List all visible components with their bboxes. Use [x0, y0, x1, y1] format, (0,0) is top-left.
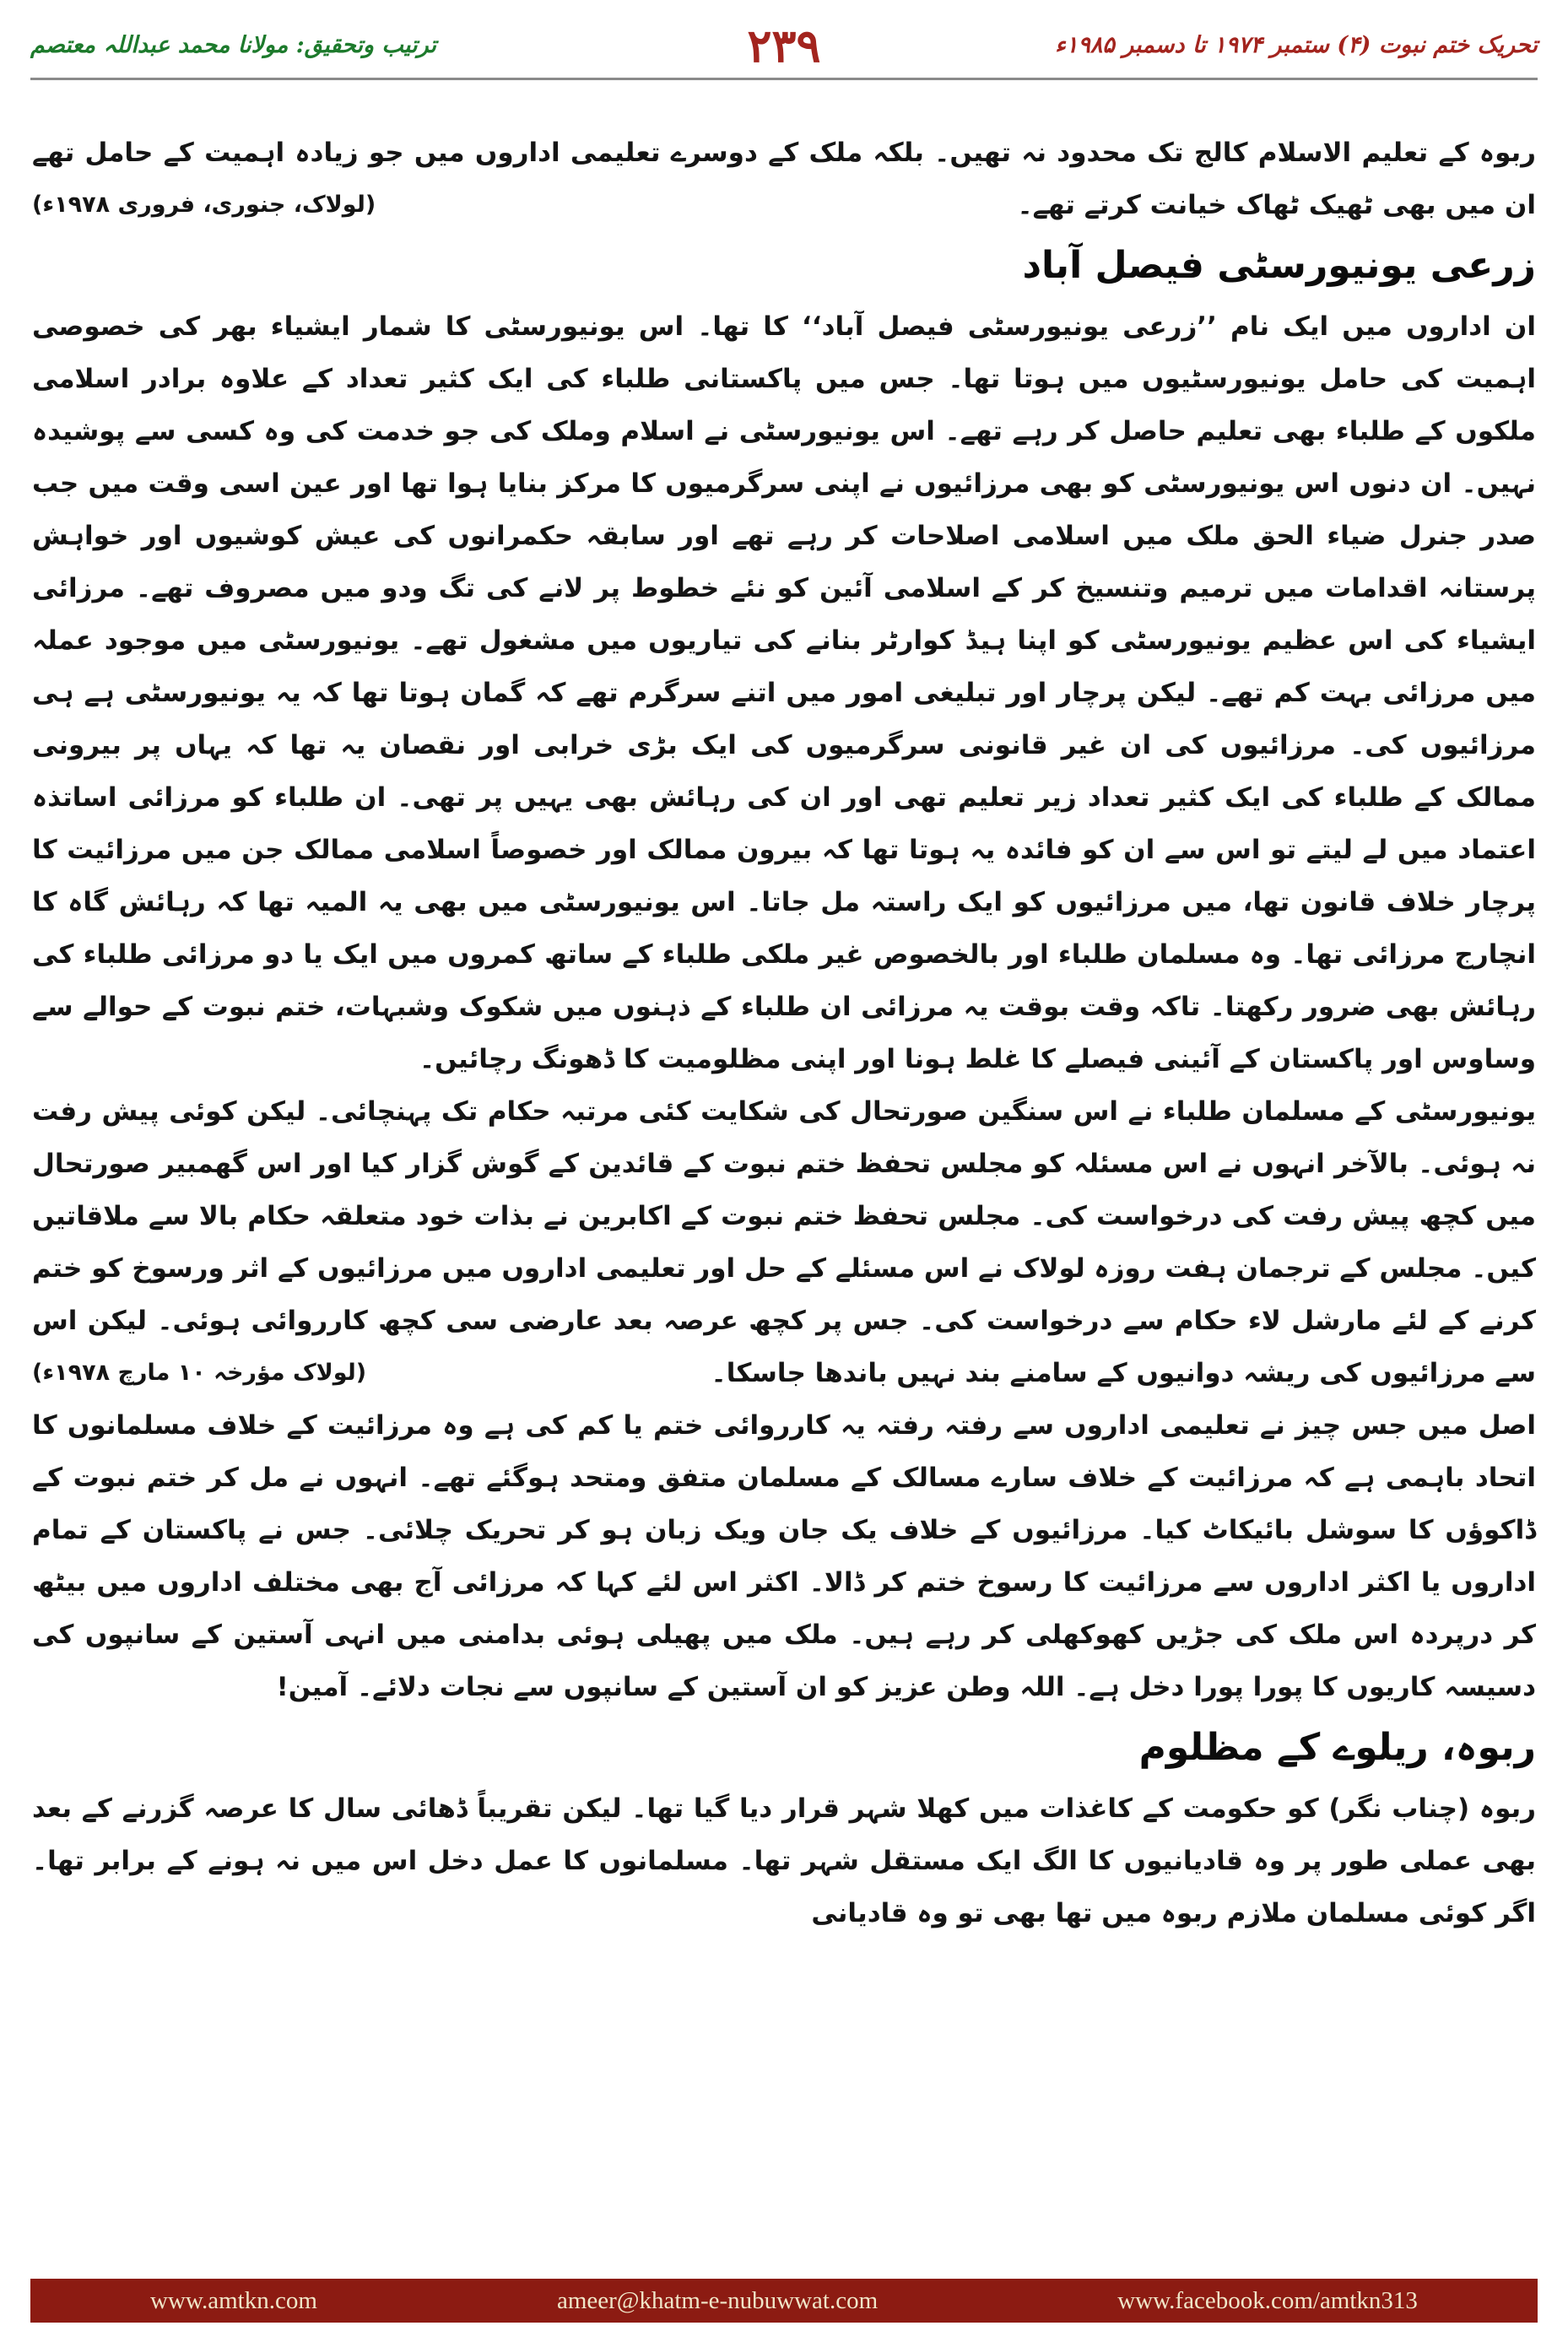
section-heading-agri-university: زرعی یونیورسٹی فیصل آباد — [1022, 244, 1536, 287]
intro-paragraph: ربوہ کے تعلیم الاسلام کالج تک محدود نہ تھیں۔ بلکہ ملک کے دوسرے تعلیمی اداروں میں جو زیادہ اہمیت کے حامل تھے ان میں بھی ٹھیک ٹھاک خیانت کرتے تھے۔ — [32, 138, 1536, 220]
intro-reference: (لولاک، جنوری، فروری ۱۹۷۸ء) — [32, 192, 376, 218]
paragraph-rabwah-city: ربوہ (چناب نگر) کو حکومت کے کاغذات میں کھلا شہر قرار دیا گیا تھا۔ لیکن تقریباً ڈھائی سال کا عرصہ گزرنے کے بعد بھی عملی طور پر وہ قادیانیوں کا الگ ایک مستقل شہر تھا۔ مسلمانوں کا عمل دخل اس میں نہ ہونے کے برابر تھا۔ اگر کوئی مسلمان ملازم ربوہ میں تھا بھی تو وہ قادیانی — [32, 1793, 1536, 1928]
page-footer — [30, 2279, 1538, 2323]
footer-facebook-link[interactable]: www.facebook.com/amtkn313 — [1117, 2286, 1418, 2314]
paragraph-muslim-unity: اصل میں جس چیز نے تعلیمی اداروں سے رفتہ رفتہ یہ کارروائی ختم یا کم کی ہے وہ مرزائیت کے خلاف مسلمانوں کا اتحاد باہمی ہے کہ مرزائیت کے خلاف سارے مسالک کے مسلمان متفق ومتحد ہوگئے تھے۔ انہوں نے مل کر ختم نبوت کے ڈاکوؤں کا سوشل بائیکاٹ کیا۔ مرزائیوں کے خلاف یک جان ویک زبان ہو کر تحریک چلائی۔ جس نے پاکستان کے تمام اداروں یا اکثر اداروں سے مرزائیت کا رسوخ ختم کر ڈالا۔ اکثر اس لئے کہا کہ مرزائی آج بھی مختلف اداروں میں بیٹھ کر درپردہ اس ملک کی جڑیں کھوکھلی کر رہے ہیں۔ ملک میں پھیلی ہوئی بدامنی میں انہی آستین کے سانپوں کی دسیسہ کاریوں کا پورا پورا دخل ہے۔ اللہ وطن عزیز کو ان آستین کے سانپوں سے نجات دلائے۔ آمین! — [32, 1410, 1536, 1702]
footer-website-link[interactable]: www.amtkn.com — [150, 2286, 317, 2314]
section-heading-rabwah-railway: ربوہ، ریلوے کے مظلوم — [1138, 1726, 1536, 1769]
page-body — [32, 127, 1536, 1939]
paragraph-students-complaint: یونیورسٹی کے مسلمان طلباء نے اس سنگین صورتحال کی شکایت کئی مرتبہ حکام تک پہنچائی۔ لیکن کوئی پیش رفت نہ ہوئی۔ بالآخر انہوں نے اس مسئلہ کو مجلس تحفظ ختم نبوت کے قائدین کے گوش گزار کیا اور اس گھمبیر صورتحال میں کچھ پیش رفت کی درخواست کی۔ مجلس تحفظ ختم نبوت کے اکابرین نے بذات خود متعلقہ حکام بالا سے ملاقاتیں کیں۔ مجلس کے ترجمان ہفت روزہ لولاک نے اس مسئلے کے حل اور تعلیمی اداروں میں مرزائیوں کے اثر ورسوخ کو ختم کرنے کے لئے مارشل لاء حکام سے درخواست کی۔ جس پر کچھ عرصہ بعد عارضی سی کچھ کارروائی ہوئی۔ لیکن اس سے مرزائیوں کی ریشہ دوانیوں کے سامنے بند نہیں باندھا جاسکا۔ — [32, 1096, 1536, 1388]
book-title: تحریک ختم نبوت (۴) ستمبر ۱۹۷۴ تا دسمبر ۱۹۸۵ء — [1055, 32, 1538, 58]
complaint-reference: (لولاک مؤرخہ ۱۰ مارچ ۱۹۷۸ء) — [32, 1360, 367, 1386]
page-number: ۲۳۹ — [747, 19, 821, 73]
footer-email-link[interactable]: ameer@khatm-e-nubuwwat.com — [556, 2286, 879, 2314]
paragraph-agri-university: ان اداروں میں ایک نام ’’زرعی یونیورسٹی فیصل آباد‘‘ کا تھا۔ اس یونیورسٹی کا شمار ایشیاء بھر کی خصوصی اہمیت کی حامل یونیورسٹیوں میں ہوتا تھا۔ جس میں پاکستانی طلباء کی ایک کثیر تعداد کے علاوہ برادر اسلامی ملکوں کے طلباء بھی تعلیم حاصل کر رہے تھے۔ اس یونیورسٹی نے اسلام وملک کی جو خدمت کی وہ کسی سے پوشیدہ نہیں۔ ان دنوں اس یونیورسٹی کو بھی مرزائیوں نے اپنی سرگرمیوں کا مرکز بنایا ہوا تھا اور عین اسی وقت میں جب صدر جنرل ضیاء الحق ملک میں اسلامی اصلاحات کر رہے تھے اور سابقہ حکمرانوں کی عیش کوشیوں اور خواہش پرستانہ اقدامات میں ترمیم وتنسیخ کر کے اسلامی آئین کو نئے خطوط پر لانے کی تگ ودو میں مصروف تھے۔ مرزائی ایشیاء کی اس عظیم یونیورسٹی کو اپنا ہیڈ کوارٹر بنانے کی تیاریوں میں مشغول تھے۔ یونیورسٹی میں موجود عملہ میں مرزائی بہت کم تھے۔ لیکن پرچار اور تبلیغی امور میں اتنے سرگرم تھے کہ گمان ہوتا تھا کہ یہ یونیورسٹی ہے ہی مرزائیوں کی۔ مرزائیوں کی ان غیر قانونی سرگرمیوں کی ایک بڑی خرابی اور نقصان یہ تھا کہ یہاں پر بیرونی ممالک کے طلباء کی ایک کثیر تعداد زیر تعلیم تھی اور ان کی رہائش بھی یہیں پر تھی۔ ان طلباء کو مرزائی اساتذہ اعتماد میں لے لیتے تو اس سے ان کو فائدہ یہ ہوتا تھا کہ بیرون ممالک اور خصوصاً اسلامی ممالک جن میں مرزائیت کا پرچار خلاف قانون تھا، میں مرزائیوں کو ایک راستہ مل جاتا۔ اس یونیورسٹی میں بھی یہ المیہ تھا کہ رہائش گاہ کا انچارج مرزائی تھا۔ وہ مسلمان طلباء اور بالخصوص غیر ملکی طلباء کے ساتھ کمروں میں ایک یا دو مرزائی طلباء کی رہائش بھی ضرور رکھتا۔ تاکہ وقت بوقت یہ مرزائی ان طلباء کے ذہنوں میں شکوک وشبہات، ختم نبوت کے حوالے سے وساوس اور پاکستان کے آئینی فیصلے کا غلط ہونا اور اپنی مظلومیت کا ڈھونگ رچائیں۔ — [32, 311, 1536, 1074]
header-divider — [30, 78, 1538, 80]
compiler-credit: ترتیب وتحقیق: مولانا محمد عبداللہ معتصم — [30, 32, 437, 58]
page-header — [0, 0, 1568, 81]
